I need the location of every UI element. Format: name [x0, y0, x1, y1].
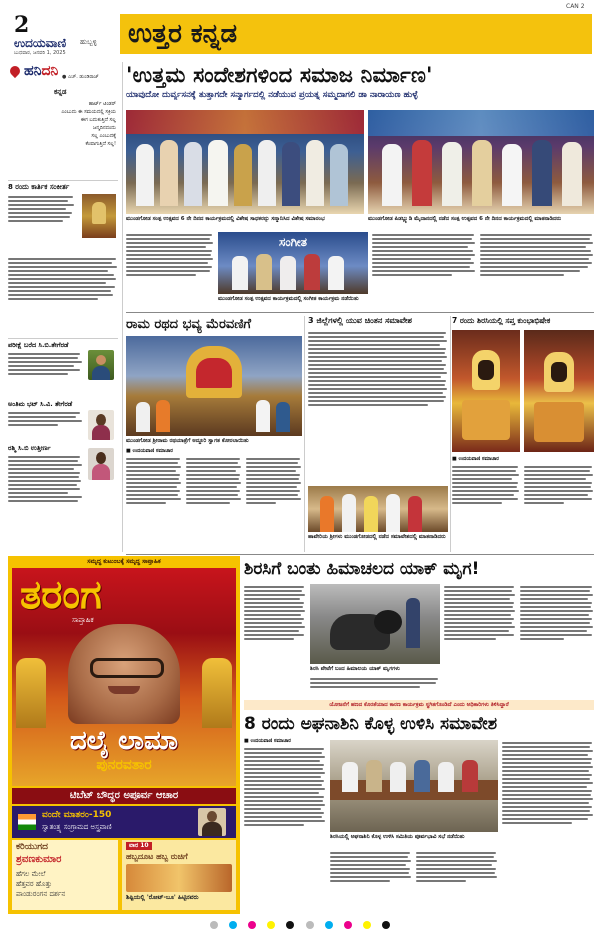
lead-body-col3: [372, 232, 476, 310]
ad-box1-b: ಶ್ರವಣಕುಮಾರ: [16, 854, 62, 865]
ratha-body-col3: [246, 456, 302, 552]
avatar: [88, 410, 114, 440]
ad-box2-sub: ಶಿಷ್ಟಿಯಲ್ಲಿ 'ರೋಟ್-ಬೂ' ಹಿಟ್ಟಿನವರು: [126, 894, 199, 901]
poem-line: ಎಂಬುದು ಈ ಸಮಯದಲ್ಲಿ ಸಕ್ರಿಯ: [61, 109, 116, 115]
bottom-caption: ಶಿರಸಿಯಲ್ಲಿ ಅಘನಾಶಿನಿ ಕೊಳ್ಳ ಉಳಿಸಿ ಸಮಿತಿಯ ಪೂರ್ವಭಾವಿ ಸಭೆ ನಡೆಯಿತು: [330, 834, 465, 840]
bottom-body-col1: [244, 746, 326, 912]
ad-box-1: [12, 840, 118, 910]
avatar: [88, 350, 114, 380]
hanidani-logo-icon: [8, 64, 22, 78]
poem-body: [42, 100, 116, 148]
left-story-3-body: [8, 410, 84, 442]
poem-line: ಈಗ ಬದುಕುತ್ತಿದೆ ಸಲ್ಲ: [80, 117, 116, 123]
ratha-photo: [126, 336, 302, 436]
hanidani-title-b: ದನಿ: [41, 63, 59, 79]
section-title: ಉತ್ತರ ಕನ್ನಡ: [128, 19, 238, 49]
yak-caption: ಶಿರಸಿ ಪೇಟೆಗೆ ಬಂದ ಹಿಮಾಲಯ ಯಾಕ್ ಮೃಗಗಳು: [310, 666, 400, 672]
yak-body-col4: [310, 676, 440, 698]
poem-line: ಸಲ್ಲ ಎಂಬುದಕ್ಕೆ: [91, 133, 116, 139]
taranga-ad: [8, 556, 240, 914]
paper-name: ಉದಯವಾಣಿ: [14, 36, 67, 50]
poem-title: ಕನ್ನಡ: [54, 88, 67, 96]
ad-box1-a: ಕರಿಯುಗದ: [16, 842, 48, 852]
lead-caption-right: ಮುಂಡಗೋಡ ಪಿಡಬ್ಲ್ಯುಡಿ ಮೈದಾನದಲ್ಲಿ ನಡೆದ ಸಂತ್ಪ ಉತ್ಸವದ 6 ನೇ ದಿನದ ಕಾರ್ಯಕ್ರಮದಲ್ಲಿ ಮಾತನಾಡಿದರು: [368, 216, 562, 222]
left-story-1-body-cont: [8, 256, 118, 336]
registration-marks: [0, 914, 600, 928]
date-line: ಬುಧವಾರ, ಜನವರಿ 1, 2025: [14, 50, 66, 56]
left-story-2-body: [8, 351, 84, 397]
ad-cover-strip: ಟಿಬೆಟ್ ಬೌದ್ಧರ ಅಪೂರ್ವ ಆಚಾರ: [12, 788, 236, 804]
lead-subhead: ಯಾವುದೋ ದುರ್ವ್ಯಸನಕ್ಕೆ ತುತ್ತಾಗದೇ ಸನ್ಮಾರ್ಗದಲ್ಲಿ ನಡೆಯುವ ಪ್ರಯತ್ನ ಸಮ್ಮದಾಗಲಿ ಡಾ ನಾರಾಯಣ ಹುಳ್ಳೆ: [126, 90, 418, 100]
left-story-1-body: [8, 194, 78, 254]
column-rule: [122, 62, 123, 552]
ad-top-strip: ಸಮೃದ್ಧ ಕುಟುಂಬಕ್ಕೆ ಸಮೃದ್ಧ ಸಾಪ್ತಾಹಿಕ: [8, 556, 240, 568]
ad-vande-sub: ಸ್ವಾತಂತ್ರ್ಯ ಸಂಗ್ರಾಮದ ಅಸ್ತ್ರವಾಣಿ: [42, 823, 112, 831]
lead-body-col1: [126, 232, 214, 310]
ad-cover-sub: ಪುನರವತಾರ: [96, 757, 152, 773]
bottom-body-col4: [502, 740, 594, 912]
left-story-4-title: ರಶ್ಮಿ ಸಿ.ಬಿ ಉತ್ತೀರ್ಣ: [8, 444, 51, 452]
ad-week: ಸಾಪ್ತಾಹಿಕ: [72, 616, 94, 624]
ratha-headline: ರಾಮ ರಥದ ಭವ್ಯ ಮೆರವಣಿಗೆ: [126, 317, 251, 332]
jilla-body: [308, 330, 448, 484]
ad-brand: ತರಂಗ: [20, 572, 102, 618]
column-rule: [304, 316, 305, 552]
kumbha-body-col1: [452, 464, 520, 552]
divider: [8, 180, 118, 181]
left-story-2-title: ಪರೀಕ್ಷೆ ಬರೆದ ಸಿ.ಬಿ.ತೇಗೆರಡೆ: [8, 341, 69, 349]
poem-line: ಜನ್ಮದಿನದಂದು: [92, 125, 116, 131]
ad-food-photo: [126, 864, 232, 892]
ratha-body-col2: [186, 456, 242, 552]
lead-headline: 'ಉತ್ತಮ ಸಂದೇಶಗಳಿಂದ ಸಮಾಜ ನಿರ್ಮಾಣ': [126, 63, 433, 87]
ratha-byline: ■ ಉದಯವಾಣಿ ಸಮಾಚಾರ: [126, 448, 173, 454]
temple-photo: [82, 194, 116, 238]
ad-temple-left: [16, 658, 46, 728]
ad-vande-box: [12, 806, 236, 838]
ad-vande-portrait: [198, 808, 226, 836]
ad-box1-d: ಹೆತ್ತವರ ಹೊತ್ತು: [16, 880, 52, 888]
lead-photo-left: [126, 110, 364, 214]
kumbha-byline: ■ ಉದಯವಾಣಿ ಸಮಾಚಾರ: [452, 456, 499, 462]
divider: [126, 312, 594, 313]
jilla-caption: ಹಾವೇರಿಯ ಶ್ರೀಗಳು ಮುಂಡಗೋಡದಲ್ಲಿ ನಡೆದ ಸಮಾವೇಶದಲ್ಲಿ ಮಾತನಾಡಿದರು: [308, 534, 446, 540]
edition-label: ಹುಬ್ಬಳ್ಳಿ: [80, 38, 97, 46]
ad-box1-e: ಪಾಂಡುರಂಗನ ದರ್ಶನ: [16, 890, 66, 898]
yak-photo: [310, 584, 440, 664]
kumbha-headline: 7 ರಂದು ಶಿರಸಿಯಲ್ಲಿ ಸಪ್ತ ಕುಂಭಾಭಿಷೇಕ: [452, 316, 594, 326]
hanidani-title-a: ಹನಿ: [24, 63, 42, 79]
bottom-byline: ■ ಉದಯವಾಣಿ ಸಮಾಚಾರ: [244, 738, 291, 744]
divider: [126, 554, 594, 555]
yak-body-col1: [244, 584, 306, 696]
hanidani-box: [8, 62, 118, 178]
ad-box1-c: ಹೆಗಲ ಮೇಲೆ: [16, 870, 46, 878]
yak-body-col2: [444, 584, 516, 696]
kumbha-photo-left: [452, 330, 520, 452]
ad-cover-title: ದಲೈ ಲಾಮಾ: [69, 726, 179, 756]
ratha-caption: ಮುಂಡಗೋಡ ಶ್ರೀರಾಮ ರಥಯಾತ್ರೆಗೆ ಅದ್ದೂರಿ ಸ್ವಾಗತ ಕೋರಲಾಯಿತು: [126, 438, 249, 444]
bottom-headline: 8 ರಂದು ಅಘನಾಶಿನಿ ಕೊಳ್ಳ ಉಳಿಸಿ ಸಮಾವೇಶ: [244, 714, 498, 734]
poem-line: ಕೆಂಪಾಗುತ್ತಿದೆ ಸಲ್ಲ!: [85, 141, 116, 147]
poem-line: ಹಾರ್ಟ್ ಟಿಂಡರ್: [88, 101, 116, 107]
lead-photo-stage: [218, 232, 368, 294]
ratha-body-col1: [126, 456, 182, 552]
yak-headline: ಶಿರಸಿಗೆ ಬಂತು ಹಿಮಾಚಲದ ಯಾಕ್ ಮೃಗ!: [244, 559, 480, 579]
jilla-headline: 3 ಜಿಲ್ಲೆಗಳಲ್ಲಿ ಯುವ ಚಿಂತನ ಸಮಾವೇಶ: [308, 316, 412, 325]
yak-strip: ಯೋಜನೆಗೆ ಹಣದ ಕೊರತೆಯಾದ ಕಾರಣ ಕಾರ್ಯಕ್ರಮ ಸ್ಥಗಿತಗೊಂಡಿದೆ ಎಂದು ಅಧಿಕಾರಿಗಳು ತಿಳಿಸಿದ್ದಾರೆ: [244, 700, 594, 710]
ad-box-2: [122, 840, 236, 910]
ad-box2-tag: ವಾರ 10: [126, 842, 152, 850]
page-number: 2: [14, 12, 30, 38]
bottom-body-col3: [416, 850, 498, 912]
flag-icon: [18, 814, 36, 830]
lead-body-col4: [480, 232, 594, 310]
ad-box2-title: ಹಬ್ಬದೂಟ ಹಬ್ಬ ರುಚಿಗೆ: [126, 852, 188, 861]
left-story-3-title: ಅಂತಿಮ ಭಟ್ ಸಿ.ವಿ. ತೇಗೆರಡೆ: [8, 400, 73, 408]
masthead: [0, 0, 600, 58]
left-story-4-body: [8, 454, 84, 548]
ad-portrait: [68, 624, 180, 724]
jilla-photo: [308, 486, 448, 532]
section-banner: [120, 14, 592, 54]
avatar: [88, 448, 114, 480]
stage-banner: ಸಂಗೀತ: [278, 235, 308, 249]
left-story-1-title: 8 ರಂದು ಕಾರ್ತಿಕ ಸಂಕೀರ್ತ: [8, 183, 70, 191]
lead-photo-right: [368, 110, 594, 214]
hanidani-author: ● ಎಚ್. ಡುಂಡಿರಾಜ್: [62, 74, 99, 80]
bottom-photo: [330, 740, 498, 832]
kumbha-body-col2: [524, 464, 594, 552]
ad-cover: [12, 568, 236, 786]
column-rule: [450, 316, 451, 552]
ad-vande: ವಂದೇ ಮಾತರಂ-150: [42, 810, 112, 820]
corner-code: CAN 2: [566, 3, 585, 10]
divider: [8, 338, 118, 339]
lead-caption-mid: ಮುಂಡಗೋಡ ಸಂತ್ಪ ಉತ್ಸವದ ಕಾರ್ಯಕ್ರಮದಲ್ಲಿ ಸಂಗೀತ ಕಾರ್ಯಕ್ರಮ ನಡೆಯಿತು: [218, 296, 359, 302]
lead-caption-left: ಮುಂಡಗೋಡ ಸಂತ್ಪ ಉತ್ಸವದ 6 ನೇ ದಿನದ ಕಾರ್ಯಕ್ರಮದಲ್ಲಿ ವಿಶೇಷ ಸಾಧಕರನ್ನು ಸನ್ಮಾನಿಸಿದ ವಿಶೇಷ ಸಮಾರಂಭ: [126, 216, 325, 222]
ad-temple-right: [202, 658, 232, 728]
kumbha-photo-right: [524, 330, 594, 452]
yak-body-col3: [520, 584, 594, 696]
bottom-body-col2: [330, 850, 412, 912]
